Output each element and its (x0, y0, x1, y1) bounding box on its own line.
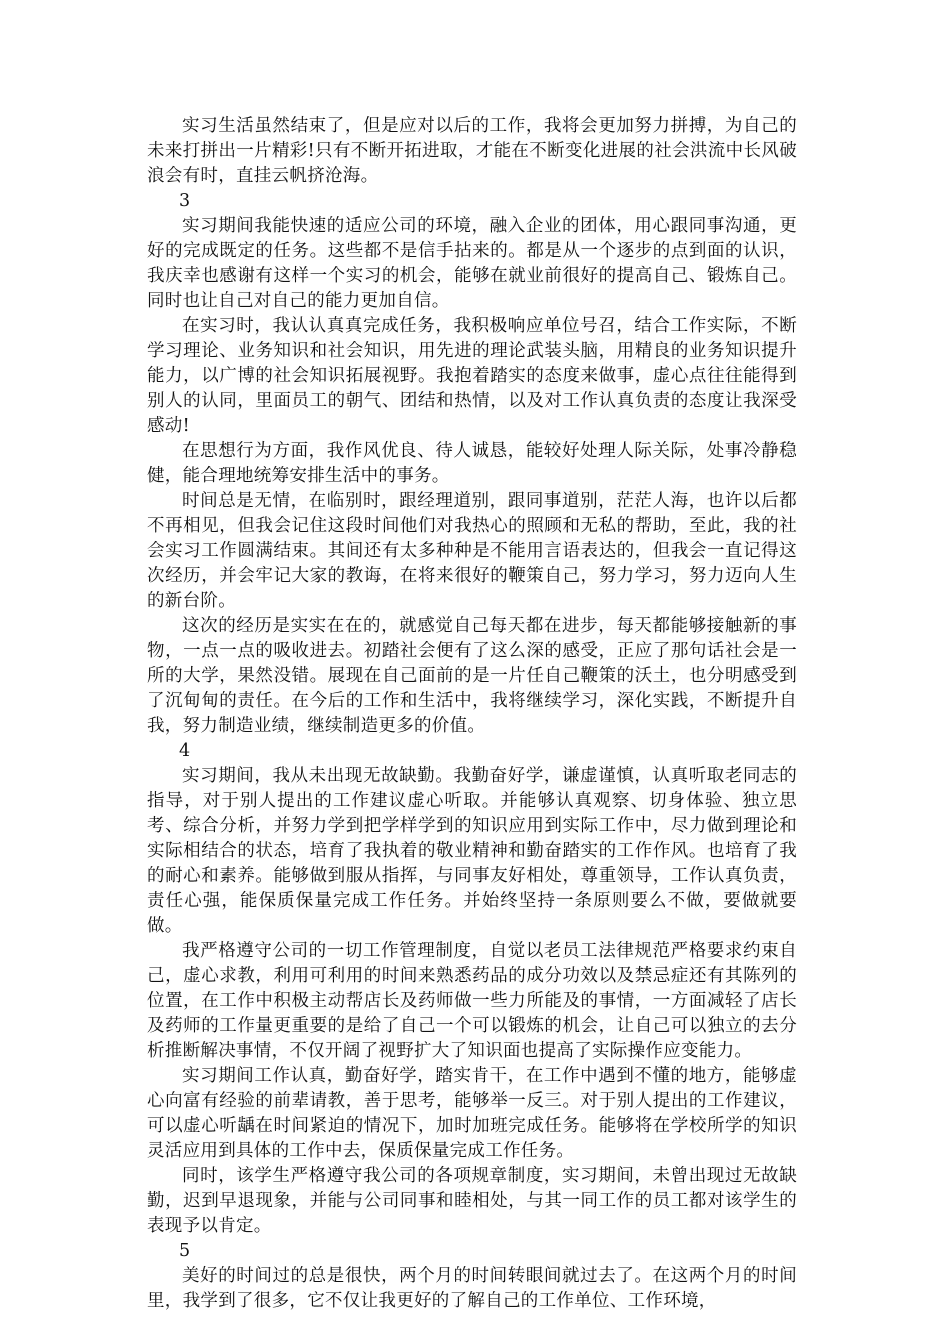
paragraph: 时间总是无情，在临别时，跟经理道别，跟同事道别，茫茫人海，也许以后都不再相见，但我会记住这段时间他们对我热心的照顾和无私的帮助，至此，我的社会实习工作圆满结束。其间还有太多种种是不能用言语表达的，但我会一直记得这次经历，并会牢记大家的教诲，在将来很好的鞭策自己，努力学习，努力迈向人生的新台阶。 (147, 491, 797, 611)
paragraph: 同时，该学生严格遵守我公司的各项规章制度，实习期间，未曾出现过无故缺勤，迟到早退现象，并能与公司同事和睦相处，与其一同工作的员工都对该学生的表现予以肯定。 (147, 1166, 797, 1236)
paragraph: 实习期间，我从未出现无故缺勤。我勤奋好学，谦虚谨慎，认真听取老同志的指导，对于别人提出的工作建议虚心听取。并能够认真观察、切身体验、独立思考、综合分析，并努力学到把学样学到的知识应用到实际工作中，尽力做到理论和实际相结合的状态，培育了我执着的敬业精神和勤奋踏实的工作作风。也培育了我的耐心和素养。能够做到服从指挥，与同事友好相处，尊重领导，工作认真负责，责任心强，能保质保量完成工作任务。并始终坚持一条原则要么不做，要做就要做。 (147, 766, 797, 936)
document-body (147, 114, 797, 1314)
paragraph: 在实习时，我认认真真完成任务，我积极响应单位号召，结合工作实际，不断学习理论、业务知识和社会知识，用先进的理论武装头脑，用精良的业务知识提升能力，以广博的社会知识拓展视野。我抱着踏实的态度来做事，虚心点往往能得到别人的认同，里面员工的朝气、团结和热情，以及对工作认真负责的态度让我深受感动! (147, 316, 797, 436)
section-number: 5 (179, 1241, 191, 1261)
paragraph: 这次的经历是实实在在的，就感觉自己每天都在进步，每天都能够接触新的事物，一点一点的吸收进去。初踏社会便有了这么深的感受，正应了那句话社会是一所的大学，果然没错。展现在自己面前的是一片任自己鞭策的沃土，也分明感受到了沉甸甸的责任。在今后的工作和生活中，我将继续学习，深化实践，不断提升自我，努力制造业绩，继续制造更多的价值。 (147, 616, 797, 736)
paragraph: 在思想行为方面，我作风优良、待人诚恳，能较好处理人际关际，处事冷静稳健，能合理地统筹安排生活中的事务。 (147, 441, 797, 486)
paragraph: 实习期间我能快速的适应公司的环境，融入企业的团体，用心跟同事沟通，更好的完成既定的任务。这些都不是信手拈来的。都是从一个逐步的点到面的认识，我庆幸也感谢有这样一个实习的机会，能够在就业前很好的提高自己、锻炼自己。同时也让自己对自己的能力更加自信。 (147, 216, 797, 311)
section-number: 3 (179, 191, 191, 211)
paragraph: 美好的时间过的总是很快，两个月的时间转眼间就过去了。在这两个月的时间里，我学到了很多，它不仅让我更好的了解自己的工作单位、工作环境， (147, 1266, 797, 1311)
paragraph: 实习期间工作认真，勤奋好学，踏实肯干，在工作中遇到不懂的地方，能够虚心向富有经验的前辈请教，善于思考，能够举一反三。对于别人提出的工作建议，可以虚心听龋在时间紧迫的情况下，加时加班完成任务。能够将在学校所学的知识灵活应用到具体的工作中去，保质保量完成工作任务。 (147, 1066, 797, 1161)
section-number: 4 (179, 741, 191, 761)
paragraph: 我严格遵守公司的一切工作管理制度，自觉以老员工法律规范严格要求约束自己，虚心求教，利用可利用的时间来熟悉药品的成分功效以及禁忌症还有其陈列的位置，在工作中积极主动帮店长及药师做一些力所能及的事情，一方面减轻了店长及药师的工作量更重要的是给了自己一个可以锻炼的机会，让自己可以独立的去分析推断解决事情，不仅开阔了视野扩大了知识面也提高了实际操作应变能力。 (147, 941, 797, 1061)
paragraph: 实习生活虽然结束了，但是应对以后的工作，我将会更加努力拼搏，为自己的未来打拼出一片精彩!只有不断开拓进取，才能在不断变化进展的社会洪流中长风破浪会有时，直挂云帆挤沧海。 (147, 116, 797, 186)
